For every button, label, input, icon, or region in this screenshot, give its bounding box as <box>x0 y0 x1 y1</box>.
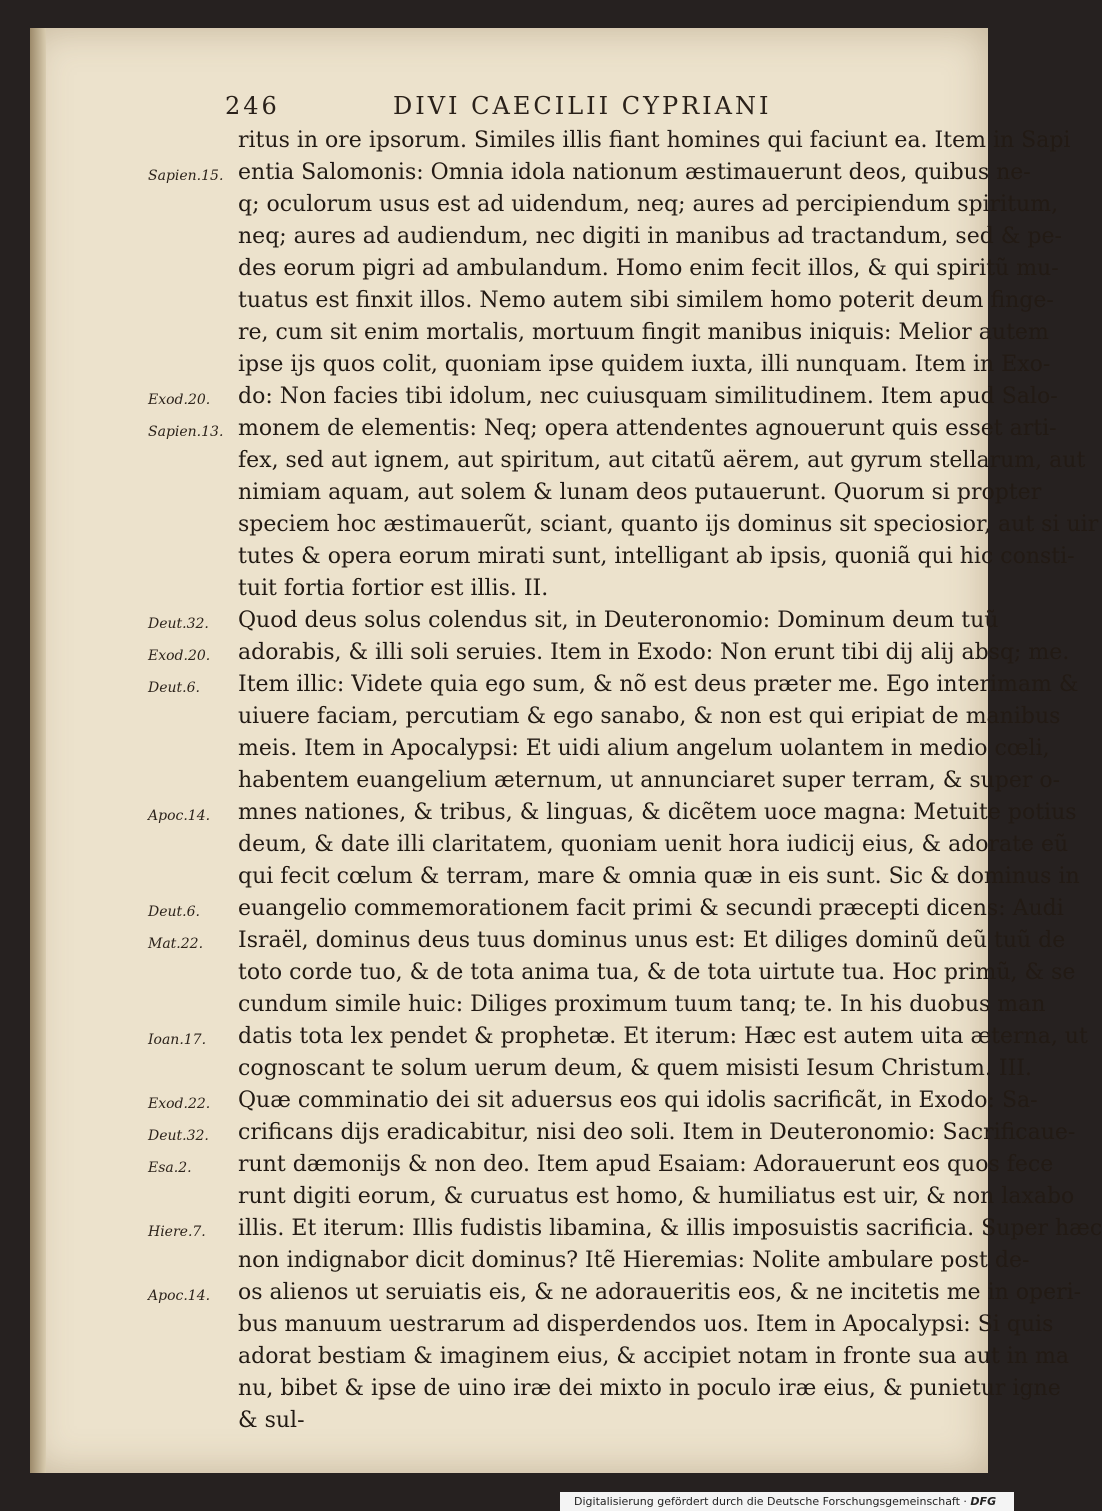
text-line: monem de elementis: Neq; opera attendentes agnouerunt quis esset arti- <box>238 416 1057 441</box>
page-header <box>225 92 772 132</box>
text-line: uiuere faciam, percutiam & ego sanabo, & non est qui eripiat de manibus <box>238 704 1061 729</box>
text-line: Quod deus solus colendus sit, in Deuteronomio: Dominum deum tuũ <box>238 608 999 633</box>
text-line: ipse ijs quos colit, quoniam ipse quidem iuxta, illi nunquam. Item in Exo- <box>238 352 1051 377</box>
margin-note: Exod.22. <box>148 1096 211 1112</box>
text-line: & sul- <box>238 1408 305 1433</box>
text-line: habentem euangelium æternum, ut annunciaret super terram, & super o- <box>238 768 1061 793</box>
text-line: Item illic: Videte quia ego sum, & nõ est deus præter me. Ego interimam & <box>238 672 1079 697</box>
margin-note: Deut.32. <box>148 616 209 632</box>
text-line: fex, sed aut ignem, aut spiritum, aut citatũ aërem, aut gyrum stellarum, aut <box>238 448 1086 473</box>
text-line: non indignabor dicit dominus? Itẽ Hieremias: Nolite ambulare post de- <box>238 1248 1030 1273</box>
text-line: ritus in ore ipsorum. Similes illis fiant homines qui faciunt ea. Item in Sapi <box>238 128 1071 153</box>
margin-note: Hiere.7. <box>148 1224 206 1240</box>
margin-note: Exod.20. <box>148 648 211 664</box>
text-line: adorat bestiam & imaginem eius, & accipiet notam in fronte sua aut in ma <box>238 1344 1069 1369</box>
margin-note: Exod.20. <box>148 392 211 408</box>
margin-note: Deut.6. <box>148 680 200 696</box>
text-line: adorabis, & illi soli seruies. Item in Exodo: Non erunt tibi dij alij absq; me. <box>238 640 1070 665</box>
text-line: tuatus est finxit illos. Nemo autem sibi similem homo poterit deum finge- <box>238 288 1054 313</box>
dfg-logo: DFG <box>970 1495 997 1508</box>
text-line: Israël, dominus deus tuus dominus unus est: Et diliges dominũ deũ tuũ de <box>238 928 1066 953</box>
text-line: des eorum pigri ad ambulandum. Homo enim fecit illos, & qui spiritũ mu- <box>238 256 1059 281</box>
margin-note: Apoc.14. <box>148 808 211 824</box>
text-line: illis. Et iterum: Illis fudistis libamina, & illis imposuistis sacrificia. Super hæc <box>238 1216 1102 1241</box>
margin-note: Apoc.14. <box>148 1288 211 1304</box>
text-line: tutes & opera eorum mirati sunt, intelligant ab ipsis, quoniã qui hic consti- <box>238 544 1075 569</box>
text-line: runt digiti eorum, & curuatus est homo, & humiliatus est uir, & non laxabo <box>238 1184 1075 1209</box>
text-line: nimiam aquam, aut solem & lunam deos putauerunt. Quorum si propter <box>238 480 1042 505</box>
text-line: meis. Item in Apocalypsi: Et uidi alium angelum uolantem in medio cœli, <box>238 736 1050 761</box>
text-line: euangelio commemorationem facit primi & secundi præcepti dicens: Audi <box>238 896 1064 921</box>
text-line: cognoscant te solum uerum deum, & quem misisti Iesum Christum. III. <box>238 1056 1032 1081</box>
page-gutter <box>30 28 46 1473</box>
margin-note: Mat.22. <box>148 936 204 952</box>
text-line: speciem hoc æstimauerũt, sciant, quanto ijs dominus sit speciosior, aut si uir <box>238 512 1099 537</box>
text-line: qui fecit cœlum & terram, mare & omnia quæ in eis sunt. Sic & dominus in <box>238 864 1080 889</box>
text-line: runt dæmonijs & non deo. Item apud Esaiam: Adorauerunt eos quos fece <box>238 1152 1054 1177</box>
margin-note: Sapien.13. <box>148 424 224 440</box>
text-line: mnes nationes, & tribus, & linguas, & dicẽtem uoce magna: Metuite potius <box>238 800 1077 825</box>
text-line: os alienos ut seruiatis eis, & ne adoraueritis eos, & ne incitetis me in operi- <box>238 1280 1082 1305</box>
text-line: toto corde tuo, & de tota anima tua, & de tota uirtute tua. Hoc primũ, & se <box>238 960 1076 985</box>
text-line: q; oculorum usus est ad uidendum, neq; aures ad percipiendum spiritum, <box>238 192 1059 217</box>
running-title: DIVI CAECILII CYPRIANI <box>393 92 772 120</box>
text-line: do: Non facies tibi idolum, nec cuiusquam similitudinem. Item apud Salo- <box>238 384 1058 409</box>
text-line: re, cum sit enim mortalis, mortuum fingit manibus iniquis: Melior autem <box>238 320 1049 345</box>
text-line: neq; aures ad audiendum, nec digiti in manibus ad tractandum, sed & pe- <box>238 224 1062 249</box>
margin-note: Esa.2. <box>148 1160 192 1176</box>
text-line: tuit fortia fortior est illis. II. <box>238 576 549 601</box>
margin-note: Deut.6. <box>148 904 200 920</box>
text-line: datis tota lex pendet & prophetæ. Et iterum: Hæc est autem uita æterna, ut <box>238 1024 1088 1049</box>
text-line: Quæ comminatio dei sit aduersus eos qui idolis sacrificãt, in Exodo: Sa- <box>238 1088 1038 1113</box>
text-line: bus manuum uestrarum ad disperdendos uos. Item in Apocalypsi: Si quis <box>238 1312 1054 1337</box>
page-number: 246 <box>225 92 280 120</box>
margin-note: Sapien.15. <box>148 168 224 184</box>
text-line: entia Salomonis: Omnia idola nationum æstimauerunt deos, quibus ne- <box>238 160 1031 185</box>
text-line: deum, & date illi claritatem, quoniam uenit hora iudicij eius, & adorate eũ <box>238 832 1069 857</box>
margin-note: Deut.32. <box>148 1128 209 1144</box>
text-line: crificans dijs eradicabitur, nisi deo soli. Item in Deuteronomio: Sacrificaue- <box>238 1120 1076 1145</box>
credit-text: Digitalisierung gefördert durch die Deutsche Forschungsgemeinschaft · <box>574 1495 967 1508</box>
text-line: cundum simile huic: Diliges proximum tuum tanq; te. In his duobus man <box>238 992 1046 1017</box>
digitization-credit <box>560 1492 1014 1511</box>
text-line: nu, bibet & ipse de uino iræ dei mixto in poculo iræ eius, & punietur igne <box>238 1376 1061 1401</box>
margin-note: Ioan.17. <box>148 1032 207 1048</box>
